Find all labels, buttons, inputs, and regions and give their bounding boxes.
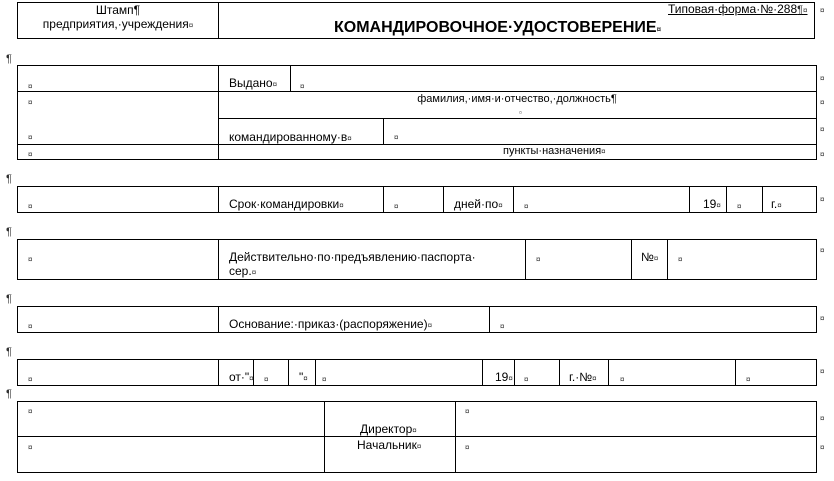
paragraph-mark: ¶ <box>6 173 12 185</box>
order-month-field[interactable]: ¤ <box>322 375 327 384</box>
paragraph-mark: ¶ <box>6 388 12 400</box>
passport-label: Действительно·по·предъявлению·паспорта· <box>229 250 476 264</box>
basis-label: Основание:·приказ·(распоряжение)¤ <box>229 317 433 331</box>
cell-mark: ¤ <box>28 133 33 142</box>
days-to-label: дней·по¤ <box>454 197 503 211</box>
end-of-row-mark: ¤ <box>820 150 825 159</box>
cell-mark: ¤ <box>28 255 33 264</box>
cell-mark: ¤ <box>28 407 33 416</box>
passport-series-field[interactable]: ¤ <box>536 255 541 264</box>
stamp-line-2: предприятия,·учреждения¤ <box>42 17 194 31</box>
end-of-row-mark: ¤ <box>820 125 825 134</box>
number-sign-label: №¤ <box>641 250 659 264</box>
end-of-row-mark: ¤ <box>820 195 825 204</box>
order-year-prefix-label: 19¤ <box>495 370 513 384</box>
cell-mark: ¤ <box>28 202 33 211</box>
issued-to-field[interactable]: ¤ <box>300 82 305 91</box>
director-label: Директор¤ <box>360 422 417 436</box>
small-box-mark: ▫ <box>519 108 522 117</box>
cell-mark: ¤ <box>746 375 751 384</box>
end-date-field[interactable]: ¤ <box>524 202 529 211</box>
name-position-hint: фамилия,·имя·и·отчество,·должность¶ <box>417 93 617 105</box>
paragraph-mark: ¶ <box>6 293 12 305</box>
year-field[interactable]: ¤ <box>737 202 742 211</box>
year-number-label: г.·№¤ <box>569 370 597 384</box>
paragraph-mark: ¶ <box>6 226 12 238</box>
basis-field[interactable]: ¤ <box>500 322 505 331</box>
stamp-line-1: Штамп¶ <box>95 3 141 17</box>
cell-mark: ¤ <box>28 98 33 107</box>
order-day-field[interactable]: ¤ <box>264 375 269 384</box>
sent-to-label: командированному·в¤ <box>229 130 352 144</box>
destinations-hint: пункты·назначения¤ <box>503 145 606 157</box>
form-number-label: Типовая·форма·№·288¶¤ <box>668 2 808 16</box>
end-of-row-mark: ¤ <box>820 98 825 107</box>
term-label: Срок·командировки¤ <box>229 197 344 211</box>
sent-to-field[interactable]: ¤ <box>394 133 399 142</box>
passport-number-field[interactable]: ¤ <box>678 255 683 264</box>
series-label: сер.¤ <box>229 264 257 278</box>
cell-mark: ¤ <box>28 82 33 91</box>
cell-mark: ¤ <box>28 322 33 331</box>
order-year-field[interactable]: ¤ <box>524 375 529 384</box>
end-of-row-mark: ¤ <box>820 443 825 452</box>
cell-mark: ¤ <box>28 443 33 452</box>
cell-mark: ¤ <box>28 150 33 159</box>
end-of-row-mark: ¤ <box>820 6 825 15</box>
director-signature-field[interactable]: ¤ <box>465 407 470 416</box>
cell-mark: ¤ <box>28 375 33 384</box>
paragraph-mark: ¶ <box>6 53 12 65</box>
year-suffix-label: г.¤ <box>771 197 782 211</box>
end-of-row-mark: ¤ <box>820 246 825 255</box>
days-count-field[interactable]: ¤ <box>394 202 399 211</box>
document-title: КОМАНДИРОВОЧНОЕ·УДОСТОВЕРЕНИЕ¤ <box>334 19 662 36</box>
end-of-row-mark: ¤ <box>820 314 825 323</box>
end-of-row-mark: ¤ <box>820 414 825 423</box>
chief-signature-field[interactable]: ¤ <box>465 443 470 452</box>
closing-quote-label: "¤ <box>299 370 308 384</box>
end-of-row-mark: ¤ <box>820 367 825 376</box>
paragraph-mark: ¶ <box>6 346 12 358</box>
chief-label: Начальник¤ <box>357 438 422 452</box>
year-prefix-label: 19¤ <box>703 197 721 211</box>
from-label: от·"¤ <box>229 370 254 384</box>
order-number-field[interactable]: ¤ <box>620 375 625 384</box>
issued-label: Выдано¤ <box>229 76 278 90</box>
end-of-row-mark: ¤ <box>820 74 825 83</box>
